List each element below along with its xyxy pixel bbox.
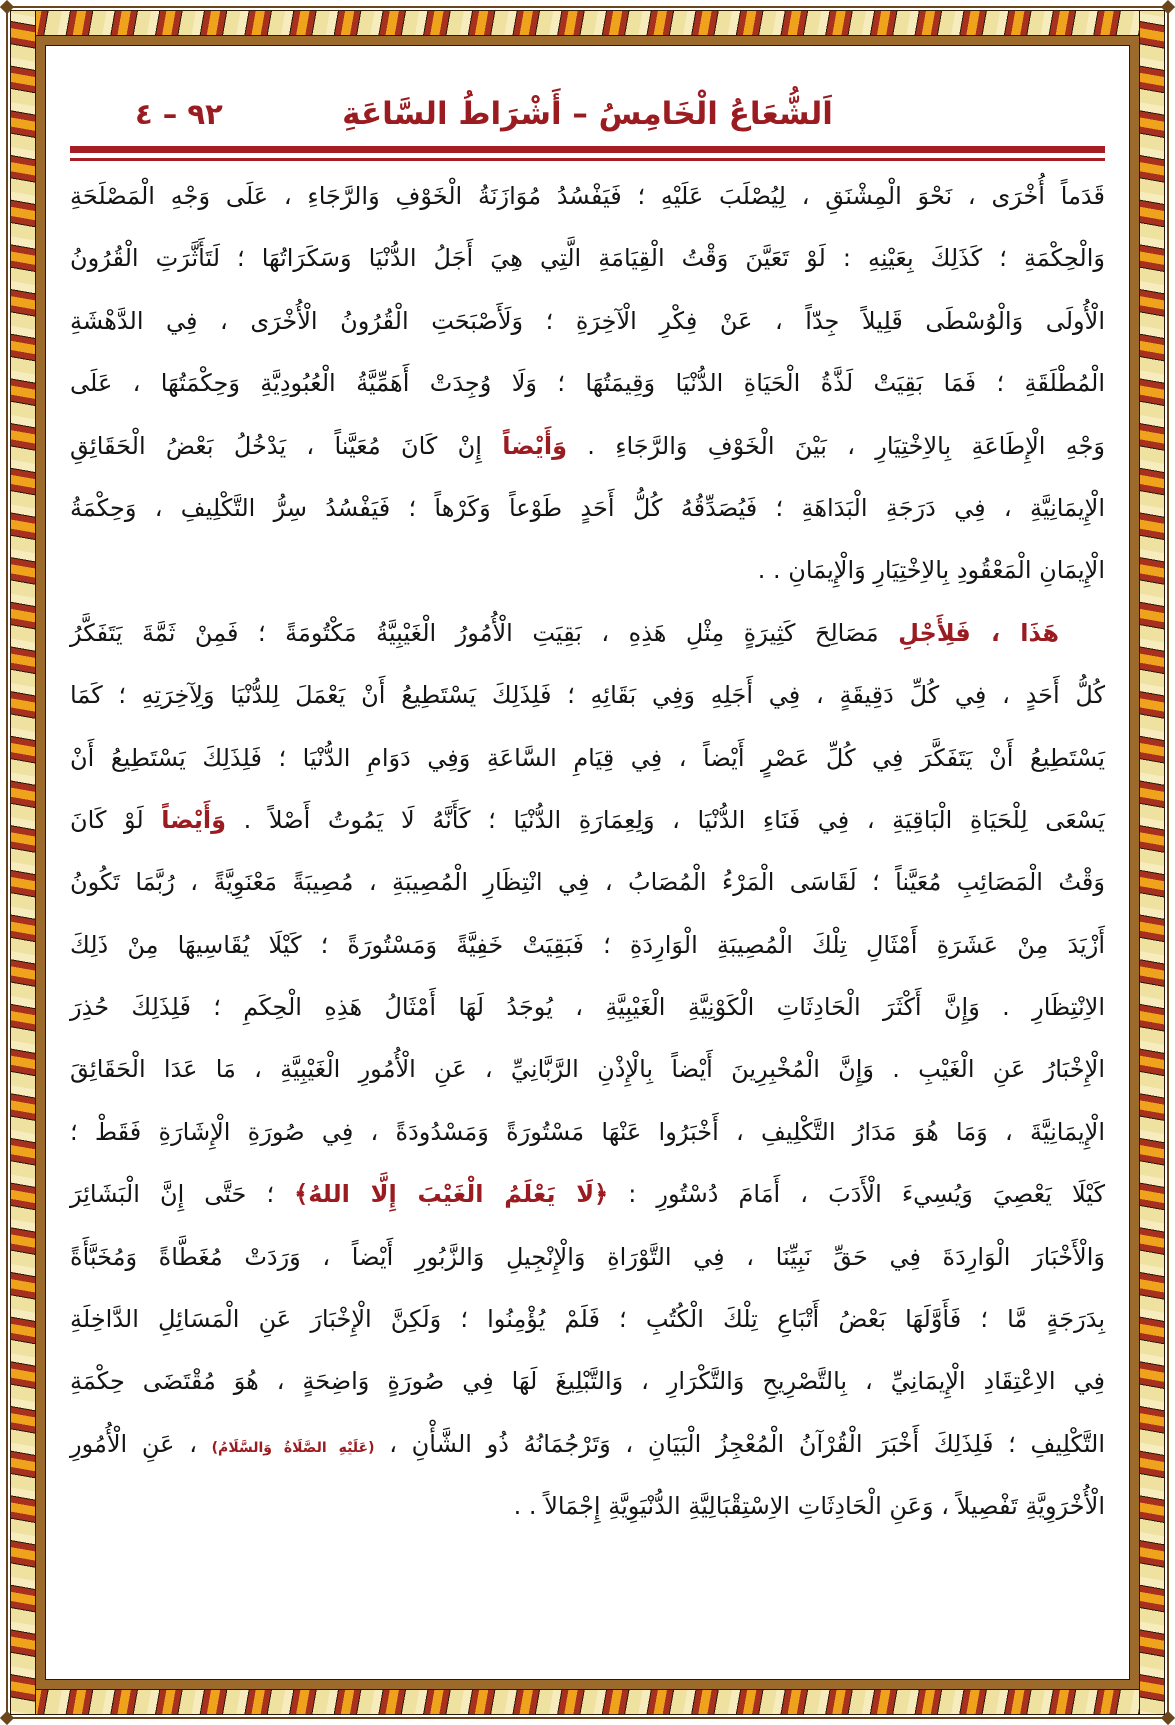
- body-text-run: الْأُولَى وَالْوُسْطَى قَلِيلاً جِدّاً ، عَنْ فِكْرِ الْآخِرَةِ ؛ وَلَأَصْبَحَتِ الْقُرُونُ الْأُخْرَى ، فِي الدَّهْشَةِ: [70, 306, 1105, 335]
- text-line: [70, 1350, 1105, 1412]
- text-body: [70, 165, 1105, 1538]
- ornamental-border-left: [10, 10, 36, 1715]
- text-line: [70, 1413, 1105, 1475]
- text-line: [70, 539, 1105, 601]
- body-text-run: أَزْيَدَ مِنْ عَشَرَةِ أَمْثَالِ تِلْكَ الْمُصِيبَةِ الْوَارِدَةِ ؛ فَبَقِيَتْ خَفِيَّةً وَمَسْتُورَةً ؛ كَيْلَا يُقَاسِيهَا مِنْ ذَلِكَ: [70, 930, 1105, 959]
- body-text-run: وَجْهِ الْإِطَاعَةِ بِالاِخْتِيَارِ ، بَيْنَ الْخَوْفِ وَالرَّجَاءِ .: [567, 431, 1105, 460]
- quran-quote: ﴿لَا يَعْلَمُ الْغَيْبَ إِلَّا اللهُ﴾: [294, 1180, 609, 1209]
- text-line: [70, 415, 1105, 477]
- text-line: [70, 851, 1105, 913]
- body-text-run: التَّكْلِيفِ ؛ فَلِذَلِكَ أَخْبَرَ الْقُرْآنُ الْمُعْجِزُ الْبَيَانِ ، وَتَرْجُمَانُهُ ذُو الشَّأْنِ ،: [374, 1429, 1106, 1458]
- text-line: [70, 352, 1105, 414]
- text-line: [70, 1475, 1105, 1537]
- body-text-run: يَسْتَطِيعُ أَنْ يَتَفَكَّرَ فِي كُلِّ عَصْرٍ أَيْضاً ، فِي قِيَامِ السَّاعَةِ وَفِي دَوَامِ الدُّنْيَا ؛ فَلِذَلِكَ يَسْتَطِيعُ أَنْ: [70, 743, 1105, 772]
- salawat-seal: (عَلَيْهِ الصَّلَاةُ وَالسَّلَامُ): [211, 1439, 375, 1456]
- red-emphasis: وَأَيْضاً: [161, 805, 227, 834]
- corner-ornament: [0, 0, 14, 14]
- body-text-run: ، عَنِ الْأُمُورِ: [70, 1429, 212, 1458]
- corner-ornament: [0, 1711, 14, 1725]
- text-line: [70, 1101, 1105, 1163]
- body-text-run: إِنْ كَانَ مُعَيَّناً ، يَدْخُلُ بَعْضُ الْحَقَائِقِ: [70, 431, 503, 460]
- body-text-run: مَصَالِحَ كَثِيرَةٍ مِثْلِ هَذِهِ ، بَقِيَتِ الْأُمُورُ الْغَيْبِيَّةُ مَكْتُومَةً ؛ فَمِنْ ثَمَّةَ يَتَفَكَّرُ: [70, 618, 899, 647]
- body-text-run: يَسْعَى لِلْحَيَاةِ الْبَاقِيَةِ ، فِي فَنَاءِ الدُّنْيَا ، وَلِعِمَارَةِ الدُّنْيَا ؛ كَأَنَّهُ لَا يَمُوتُ أَصْلاً .: [226, 805, 1105, 834]
- body-text-run: كُلُّ أَحَدٍ ، فِي كُلِّ دَقِيقَةٍ ، فِي أَجَلِهِ وَفِي بَقَائِهِ ؛ فَلِذَلِكَ يَسْتَطِيعُ أَنْ يَعْمَلَ لِلدُّنْيَا وَلِآخِرَتِهِ ؛ كَمَا: [70, 681, 1105, 710]
- corner-ornament: [1161, 1711, 1175, 1725]
- corner-ornament: [1161, 0, 1175, 14]
- body-text-run: الْإِيمَانِيَّةِ ، فِي دَرَجَةِ الْبَدَاهَةِ ؛ فَيُصَدِّقُهُ كُلُّ أَحَدٍ طَوْعاً وَكَرْهاً ؛ فَيَفْسُدُ سِرُّ التَّكْلِيفِ ، وَحِكْمَةُ: [70, 493, 1105, 522]
- page-header: [70, 88, 1105, 146]
- body-text-run: الْأُخْرَوِيَّةِ تَفْصِيلاً ، وَعَنِ الْحَادِثَاتِ الاِسْتِقْبَالِيَّةِ الدُّنْيَوِيَّةِ إِجْمَالاً . .: [513, 1492, 1105, 1521]
- body-text-run: بِدَرَجَةٍ مَّا ؛ فَأَوَّلَهَا بَعْضُ أَتْبَاعِ تِلْكَ الْكُتُبِ ؛ فَلَمْ يُؤْمِنُوا ؛ وَلَكِنَّ الْإِخْبَارَ عَنِ الْمَسَائِلِ الدَّاخِلَةِ: [70, 1305, 1105, 1334]
- body-text-run: وَقْتُ الْمَصَائِبِ مُعَيَّناً ؛ لَقَاسَى الْمَرْءُ الْمُصَابُ ، فِي انْتِظَارِ الْمُصِيبَةِ ، مُصِيبَةً مَعْنَوِيَّةً ، رُبَّمَا تَكُونُ: [70, 868, 1105, 897]
- body-text-run: الْإِيمَانِ الْمَعْقُودِ بِالاِخْتِيَارِ وَالْإِيمَانِ . .: [757, 556, 1105, 585]
- text-line: [70, 227, 1105, 289]
- body-text-run: لَوْ كَانَ: [70, 805, 162, 834]
- text-line: [70, 1288, 1105, 1350]
- body-text-run: فِي الاِعْتِقَادِ الْإِيمَانِيِّ ، بِالتَّصْرِيحِ وَالتَّكْرَارِ ، وَالتَّبْلِيغَ لَهَا فِي صُورَةٍ وَاضِحَةٍ ، هُوَ مُقْتَضَى حِكْمَةِ: [70, 1367, 1105, 1396]
- red-emphasis: وَأَيْضاً: [502, 431, 568, 460]
- text-line: [70, 727, 1105, 789]
- text-line: [70, 165, 1105, 227]
- body-text-run: كَيْلَا يَعْصِيَ وَيُسِيءَ الْأَدَبَ ، أَمَامَ دُسْتُورِ :: [608, 1180, 1105, 1209]
- text-line: [70, 1163, 1105, 1225]
- red-emphasis: هَذَا ، فَلِأَجْلِ: [898, 618, 1059, 647]
- page-title: اَلشُّعَاعُ الْخَامِسُ – أَشْرَاطُ السَّاعَةِ: [342, 96, 833, 132]
- body-text-run: قَدَماً أُخْرَى ، نَحْوَ الْمِشْنَقِ ، لِيُصْلَبَ عَلَيْهِ ؛ فَيَفْسُدُ مُوَازَنَةُ الْخَوْفِ وَالرَّجَاءِ ، عَلَى وَجْهِ الْمَصْلَحَةِ: [70, 182, 1105, 210]
- body-text-run: ؛ حَتَّى إِنَّ الْبَشَائِرَ: [70, 1180, 295, 1209]
- text-line: [70, 914, 1105, 976]
- text-line: [70, 976, 1105, 1038]
- page-content: [70, 88, 1105, 1665]
- ornamental-border-top: [10, 10, 1165, 36]
- body-text-run: وَالْأَخْبَارَ الْوَارِدَةَ فِي حَقِّ نَبِيِّنَا ، فِي التَّوْرَاةِ وَالْإِنْجِيلِ وَالزَّبُورِ أَيْضاً ، وَرَدَتْ مُغَطَّاةً وَمُخَبَّأَةً: [70, 1242, 1105, 1271]
- text-line: [70, 789, 1105, 851]
- ornamental-border-bottom: [10, 1689, 1165, 1715]
- text-line: [70, 664, 1105, 726]
- body-text-run: الاِنْتِظَارِ . وَإِنَّ أَكْثَرَ الْحَادِثَاتِ الْكَوْنِيَّةِ الْغَيْبِيَّةِ ، يُوجَدُ لَهَا أَمْثَالُ هَذِهِ الْحِكَمِ ؛ فَلِذَلِكَ حُذِرَ: [70, 993, 1105, 1022]
- text-line: [70, 1226, 1105, 1288]
- text-line: [70, 602, 1105, 664]
- body-text-run: الْإِخْبَارُ عَنِ الْغَيْبِ . وَإِنَّ الْمُخْبِرِينَ أَيْضاً بِالْإِذْنِ الرَّبَّانِيِّ ، عَنِ الْأُمُورِ الْغَيْبِيَّةِ ، مَا عَدَا الْحَقَائِقَ: [70, 1055, 1105, 1084]
- text-line: [70, 1038, 1105, 1100]
- page-number: ٩٢ – ٤: [135, 97, 223, 131]
- text-line: [70, 477, 1105, 539]
- ornamental-border-right: [1139, 10, 1165, 1715]
- text-line: [70, 290, 1105, 352]
- header-rule: [70, 146, 1105, 161]
- body-text-run: وَالْحِكْمَةِ ؛ كَذَلِكَ بِعَيْنِهِ : لَوْ تَعَيَّنَ وَقْتُ الْقِيَامَةِ الَّتِي هِيَ أَجَلُ الدُّنْيَا وَسَكَرَاتُهَا ؛ لَتَأَثَّرَتِ الْقُرُونُ: [70, 244, 1105, 273]
- body-text-run: الْمُطْلَقَةِ ؛ فَمَا بَقِيَتْ لَذَّةُ الْحَيَاةِ الدُّنْيَا وَقِيمَتُهَا ؛ وَلَا وُجِدَتْ أَهَمِّيَّةُ الْعُبُودِيَّةِ وَحِكْمَتُهَا ، عَلَى: [70, 369, 1105, 398]
- body-text-run: الْإِيمَانِيَّةَ ، وَمَا هُوَ مَدَارُ التَّكْلِيفِ ، أَخْبَرُوا عَنْهَا مَسْتُورَةً وَمَسْدُودَةً ، فِي صُورَةِ الْإِشَارَةِ فَقَطْ ؛: [70, 1117, 1105, 1146]
